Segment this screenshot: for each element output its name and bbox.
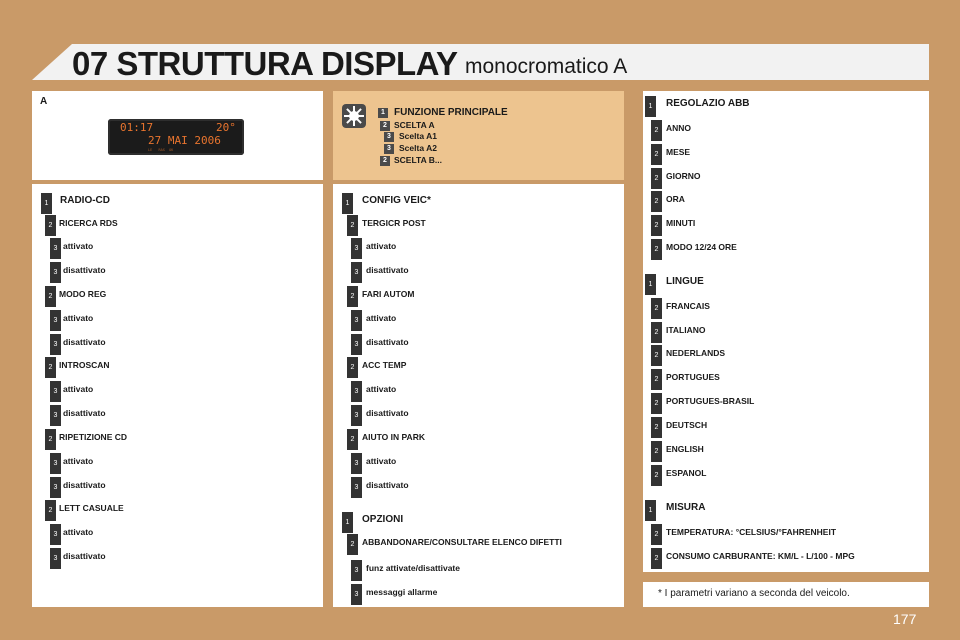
menu-item-level-2: RIPETIZIONE CD [59, 432, 128, 442]
menu-item-level-2: ANNO [666, 123, 692, 133]
funzione-item-level-2: SCELTA A [394, 120, 435, 130]
level-2-badge: 2 [347, 286, 358, 307]
menu-item-level-2: NEDERLANDS [666, 348, 726, 358]
menu-item-level-2: ACC TEMP [362, 360, 407, 370]
funzione-item-level-2: SCELTA B... [394, 155, 443, 165]
page-subtitle: monocromatico A [465, 55, 628, 78]
level-2-badge: 2 [651, 168, 662, 189]
menu-item-level-2: TEMPERATURA: °CELSIUS/°FAHRENHEIT [666, 527, 837, 537]
menu-item-level-2: TERGICR POST [362, 218, 426, 228]
menu-item-level-3: attivato [63, 241, 94, 251]
level-3-badge: 3 [351, 405, 362, 426]
menu-item-level-2: ITALIANO [666, 325, 706, 335]
level-2-badge: 2 [380, 121, 390, 131]
level-2-badge: 2 [651, 191, 662, 212]
level-3-badge: 3 [351, 381, 362, 402]
menu-item-level-3: disattivato [366, 480, 409, 490]
menu-item-level-2: LETT CASUALE [59, 503, 124, 513]
level-3-badge: 3 [50, 238, 61, 259]
page-title: 07 STRUTTURA DISPLAY [72, 45, 458, 82]
funzione-item-level-1: FUNZIONE PRINCIPALE [394, 107, 508, 118]
level-2-badge: 2 [651, 393, 662, 414]
menu-item-level-2: ABBANDONARE/CONSULTARE ELENCO DIFETTI [362, 537, 562, 547]
menu-item-level-3: attivato [366, 313, 397, 323]
level-2-badge: 2 [651, 144, 662, 165]
menu-item-level-1: OPZIONI [362, 514, 404, 525]
level-2-badge: 2 [651, 298, 662, 319]
level-2-badge: 2 [651, 322, 662, 343]
menu-item-level-3: disattivato [63, 551, 106, 561]
menu-item-level-3: attivato [63, 527, 94, 537]
level-3-badge: 3 [351, 310, 362, 331]
level-3-badge: 3 [50, 334, 61, 355]
menu-item-level-2: MODO REG [59, 289, 107, 299]
menu-item-level-1: RADIO-CD [60, 195, 110, 206]
menu-item-level-3: disattivato [63, 480, 106, 490]
menu-item-level-2: FARI AUTOM [362, 289, 415, 299]
level-3-badge: 3 [351, 560, 362, 581]
menu-item-level-2: RICERCA RDS [59, 218, 118, 228]
menu-item-level-3: attivato [366, 384, 397, 394]
level-3-badge: 3 [351, 334, 362, 355]
lcd-time: 01:17 [120, 121, 154, 134]
level-2-badge: 2 [651, 120, 662, 141]
menu-item-level-2: FRANCAIS [666, 301, 710, 311]
lcd-date: 27 MAI 2006 [148, 134, 221, 147]
level-2-badge: 2 [651, 345, 662, 366]
level-1-badge: 1 [645, 500, 656, 521]
panel-funzione [333, 91, 624, 180]
menu-item-level-3: messaggi allarme [366, 587, 438, 597]
level-3-badge: 3 [50, 548, 61, 569]
level-3-badge: 3 [50, 405, 61, 426]
menu-item-level-2: INTROSCAN [59, 360, 110, 370]
level-2-badge: 2 [651, 465, 662, 486]
menu-item-level-3: attivato [63, 313, 94, 323]
level-1-badge: 1 [645, 96, 656, 117]
menu-item-level-2: ORA [666, 194, 685, 204]
menu-item-level-3: disattivato [63, 408, 106, 418]
menu-item-level-3: disattivato [366, 265, 409, 275]
level-2-badge: 2 [347, 429, 358, 450]
menu-item-level-3: disattivato [366, 337, 409, 347]
level-3-badge: 3 [50, 262, 61, 283]
level-2-badge: 2 [45, 500, 56, 521]
level-2-badge: 2 [651, 524, 662, 545]
level-3-badge: 3 [50, 477, 61, 498]
level-1-badge: 1 [342, 193, 353, 214]
menu-item-level-2: CONSUMO CARBURANTE: KM/L - L/100 - MPG [666, 551, 855, 561]
menu-item-level-3: funz attivate/disattivate [366, 563, 460, 573]
menu-item-level-1: MISURA [666, 502, 706, 513]
brightness-icon [342, 104, 366, 128]
menu-item-level-2: MINUTI [666, 218, 696, 228]
level-3-badge: 3 [50, 524, 61, 545]
lcd-display [108, 119, 244, 155]
menu-item-level-3: attivato [63, 456, 94, 466]
funzione-item-level-3: Scelta A2 [399, 143, 437, 153]
lcd-temp: 20° [216, 121, 236, 134]
level-3-badge: 3 [50, 453, 61, 474]
level-3-badge: 3 [351, 238, 362, 259]
level-2-badge: 2 [45, 357, 56, 378]
menu-item-level-2: MESE [666, 147, 691, 157]
menu-item-level-1: LINGUE [666, 276, 704, 287]
level-1-badge: 1 [645, 274, 656, 295]
menu-item-level-2: MODO 12/24 ORE [666, 242, 737, 252]
level-3-badge: 3 [384, 132, 394, 142]
level-2-badge: 2 [651, 369, 662, 390]
level-3-badge: 3 [351, 477, 362, 498]
level-2-badge: 2 [45, 429, 56, 450]
menu-item-level-3: disattivato [63, 265, 106, 275]
menu-item-level-2: ESPANOL [666, 468, 707, 478]
level-2-badge: 2 [45, 215, 56, 236]
menu-item-level-3: disattivato [63, 337, 106, 347]
menu-item-level-1: REGOLAZIO ABB [666, 98, 750, 109]
level-2-badge: 2 [380, 156, 390, 166]
footnote: * I parametri variano a seconda del veicolo. [658, 588, 850, 599]
menu-item-level-2: PORTUGUES [666, 372, 720, 382]
level-3-badge: 3 [351, 584, 362, 605]
menu-item-level-3: attivato [366, 241, 397, 251]
level-3-badge: 3 [50, 381, 61, 402]
level-3-badge: 3 [50, 310, 61, 331]
level-3-badge: 3 [351, 262, 362, 283]
menu-item-level-3: disattivato [366, 408, 409, 418]
panel-label-a: A [40, 96, 48, 107]
level-2-badge: 2 [651, 441, 662, 462]
menu-item-level-2: ENGLISH [666, 444, 704, 454]
funzione-item-level-3: Scelta A1 [399, 131, 437, 141]
menu-item-level-2: PORTUGUES-BRASIL [666, 396, 755, 406]
lcd-small-flags: LE RAS OK [148, 148, 174, 152]
level-2-badge: 2 [45, 286, 56, 307]
level-2-badge: 2 [651, 239, 662, 260]
menu-item-level-2: AIUTO IN PARK [362, 432, 425, 442]
menu-item-level-3: attivato [366, 456, 397, 466]
level-1-badge: 1 [41, 193, 52, 214]
page-number: 177 [893, 611, 917, 627]
level-2-badge: 2 [347, 534, 358, 555]
level-1-badge: 1 [378, 108, 388, 118]
menu-item-level-3: attivato [63, 384, 94, 394]
level-3-badge: 3 [351, 453, 362, 474]
level-2-badge: 2 [651, 417, 662, 438]
menu-item-level-2: GIORNO [666, 171, 701, 181]
level-2-badge: 2 [651, 215, 662, 236]
menu-item-level-1: CONFIG VEIC* [362, 195, 431, 206]
level-2-badge: 2 [347, 215, 358, 236]
menu-item-level-2: DEUTSCH [666, 420, 708, 430]
level-2-badge: 2 [651, 548, 662, 569]
level-2-badge: 2 [347, 357, 358, 378]
level-3-badge: 3 [384, 144, 394, 154]
level-1-badge: 1 [342, 512, 353, 533]
